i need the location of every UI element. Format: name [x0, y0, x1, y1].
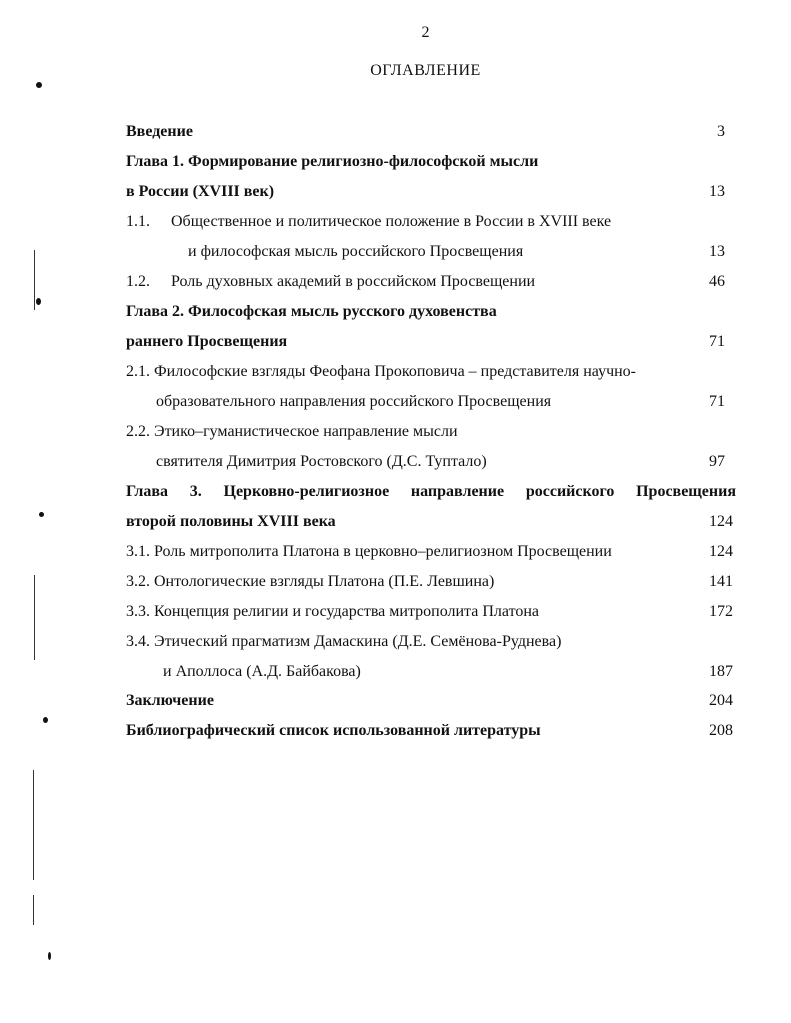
toc-entry-text: в России (XVIII век) [126, 183, 275, 200]
toc-entry-text: и философская мысль российского Просвещения [188, 243, 524, 260]
toc-entry-3-1[interactable] [0, 541, 791, 563]
page-number: 2 [421, 24, 430, 41]
toc-entry-chapter-1-line2[interactable] [0, 181, 791, 203]
toc-entry-page: 124 [709, 513, 733, 530]
toc-entry-3-4-line1[interactable] [0, 631, 791, 653]
toc-entry-text: Глава 2. Философская мысль русского духовенства [126, 303, 497, 320]
scan-mark [36, 82, 42, 88]
toc-entry-page: 71 [709, 393, 725, 410]
toc-entry-page: 124 [709, 543, 733, 560]
toc-entry-chapter-2-line1[interactable] [0, 301, 791, 323]
toc-entry-text: Роль духовных академий в российском Просвещении [171, 273, 536, 290]
toc-entry-page: 208 [709, 722, 733, 739]
toc-entry-text: Библиографический список использованной литературы [126, 722, 541, 739]
toc-entry-text: Глава 1. Формирование религиозно-философской мысли [126, 153, 539, 170]
toc-entry-chapter-2-line2[interactable] [0, 331, 791, 353]
toc-entry-page: 13 [709, 183, 725, 200]
scan-mark [33, 770, 34, 880]
toc-entry-1-1-line1[interactable] [0, 211, 791, 233]
toc-entry-text: 2.1. Философские взгляды Феофана Прокоповича – представителя научно- [126, 363, 636, 380]
toc-entry-text: Заключение [126, 692, 214, 709]
toc-entry-number: 1.2. [126, 273, 150, 290]
toc-entry-page: 71 [709, 333, 725, 350]
toc-entry-chapter-3-line1[interactable] [0, 481, 791, 503]
toc-entry-intro[interactable] [0, 121, 791, 143]
scan-mark [34, 575, 35, 660]
toc-entry-3-4-line2[interactable] [0, 661, 791, 683]
toc-entry-page: 172 [709, 603, 733, 620]
toc-entry-page: 97 [709, 453, 725, 470]
toc-entry-text: Глава 3. Церковно-религиозное направление российского Просвещения [126, 483, 736, 500]
toc-entry-text: 3.4. Этический прагматизм Дамаскина (Д.Е. Семёнова-Руднева) [126, 633, 562, 650]
toc-entry-page: 3 [717, 123, 725, 140]
scan-mark [36, 298, 41, 305]
toc-entry-1-2[interactable] [0, 271, 791, 293]
toc-entry-text: второй половины XVIII века [126, 513, 336, 530]
toc-entry-page: 141 [709, 573, 733, 590]
toc-entry-number: 1.1. [126, 213, 150, 230]
toc-entry-2-2-line2[interactable] [0, 451, 791, 473]
toc-entry-text: образовательного направления российского Просвещения [156, 393, 552, 410]
toc-entry-1-1-line2[interactable] [0, 241, 791, 263]
toc-entry-2-1-line1[interactable] [0, 361, 791, 383]
toc-entry-chapter-3-line2[interactable] [0, 511, 791, 533]
toc-entry-bibliography[interactable] [0, 720, 791, 742]
toc-entry-page: 46 [709, 273, 725, 290]
toc-entry-text: 3.1. Роль митрополита Платона в церковно–религиозном Просвещении [126, 543, 612, 560]
toc-entry-conclusion[interactable] [0, 690, 791, 712]
toc-entry-text: Общественное и политическое положение в России в XVIII веке [171, 213, 612, 230]
scan-mark [43, 717, 48, 723]
toc-entry-text: раннего Просвещения [126, 333, 288, 350]
toc-entry-text: 3.2. Онтологические взгляды Платона (П.Е. Левшина) [126, 573, 495, 590]
toc-entry-3-3[interactable] [0, 601, 791, 623]
toc-entry-chapter-1-line1[interactable] [0, 151, 791, 173]
scan-mark [48, 952, 51, 960]
toc-entry-text: 2.2. Этико–гуманистическое направление мысли [126, 423, 458, 440]
toc-entry-2-1-line2[interactable] [0, 391, 791, 413]
scan-mark [34, 250, 35, 310]
scan-mark [33, 895, 34, 925]
toc-entry-page: 204 [709, 692, 733, 709]
toc-entry-text: и Аполлоса (А.Д. Байбакова) [163, 663, 361, 680]
toc-entry-page: 13 [709, 243, 725, 260]
page-title: ОГЛАВЛЕНИЕ [370, 62, 481, 79]
toc-entry-page: 187 [709, 663, 733, 680]
toc-entry-text: Введение [126, 123, 193, 140]
toc-entry-text: 3.3. Концепция религии и государства митрополита Платона [126, 603, 540, 620]
toc-entry-text: святителя Димитрия Ростовского (Д.С. Туптало) [156, 453, 487, 470]
scan-mark [39, 512, 44, 517]
toc-entry-3-2[interactable] [0, 571, 791, 593]
toc-entry-2-2-line1[interactable] [0, 421, 791, 443]
